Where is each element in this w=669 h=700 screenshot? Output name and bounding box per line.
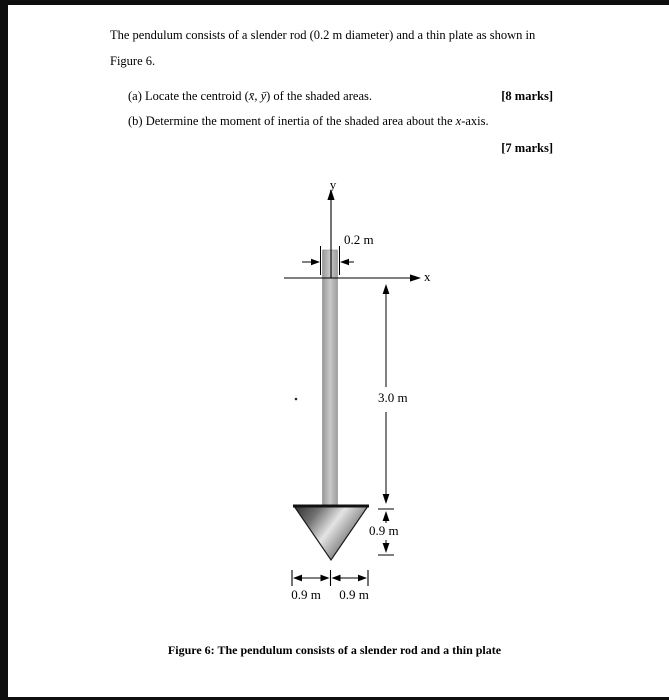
part-a-marks: [8 marks]	[501, 89, 553, 103]
y-axis-label: y	[329, 177, 337, 192]
dim-arrow-right-icon	[321, 575, 330, 582]
plate-base-left-dimension-label: 0.9 m	[291, 587, 321, 602]
part-b-suffix: -axis.	[461, 114, 489, 128]
dim-arrow-down-icon	[383, 494, 390, 504]
problem-statement-line1: The pendulum consists of a slender rod (0.2 m diameter) and a thin plate as shown in	[110, 28, 536, 42]
plate-base-right-dimension-label: 0.9 m	[339, 587, 369, 602]
pendulum-plate	[293, 506, 369, 560]
pendulum-rod	[323, 250, 338, 510]
dim-arrow-down-icon	[383, 543, 390, 553]
rod-length-dimension-label: 3.0 m	[378, 390, 408, 405]
dim-arrow-right-icon	[358, 575, 367, 582]
figure-caption: Figure 6: The pendulum consists of a slender rod and a thin plate	[167, 643, 502, 657]
x-axis-arrow-icon	[410, 274, 421, 281]
rod-diameter-dimension-label: 0.2 m	[344, 232, 374, 247]
part-a-suffix: ) of the shaded areas.	[266, 89, 372, 103]
problem-statement-line2: Figure 6.	[110, 54, 156, 68]
dim-arrow-left-icon	[340, 259, 349, 265]
part-a-centroid-variables: x̄, ȳ	[248, 89, 267, 103]
x-axis-label: x	[424, 269, 431, 284]
part-b-prefix: (b) Determine the moment of inertia of the shaded area about the	[128, 114, 456, 128]
scan-artifact-dot	[295, 398, 298, 401]
x-axis	[284, 274, 421, 281]
plate-base-dimension	[292, 570, 368, 586]
part-b-marks: [7 marks]	[501, 141, 553, 155]
dim-arrow-right-icon	[311, 259, 320, 265]
plate-height-dimension-label: 0.9 m	[369, 523, 399, 538]
part-b-axis-variable: x	[455, 114, 462, 128]
part-a-prefix: (a) Locate the centroid (	[128, 89, 249, 103]
